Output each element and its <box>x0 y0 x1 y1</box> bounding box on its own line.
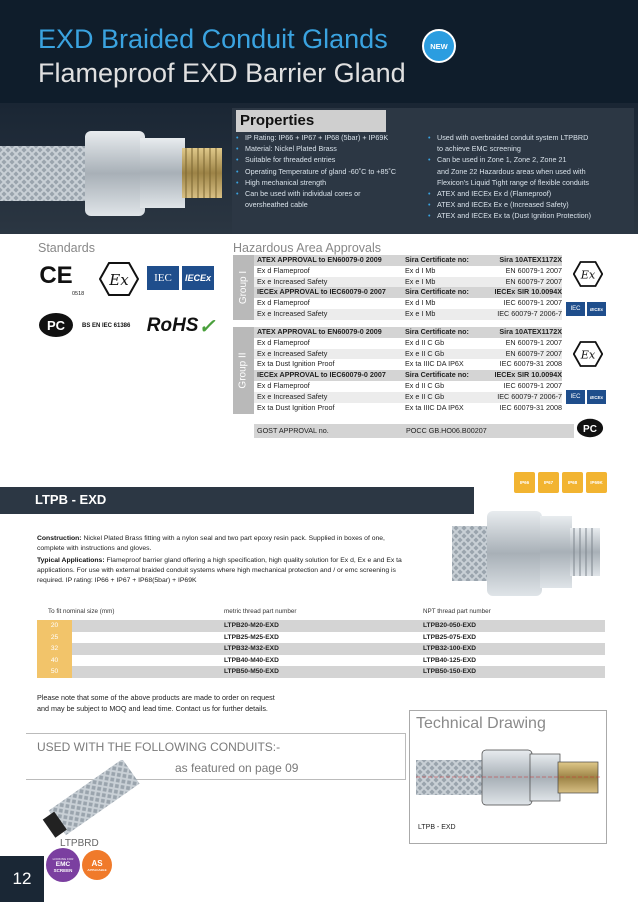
table-cell: Sira 10ATEX1172X <box>499 327 562 336</box>
table-header <box>37 608 605 620</box>
gost-approval-number: POCC GB.HO06.B00207 <box>406 426 487 435</box>
table-cell: IECEx APPROVAL to IEC60079-0 2007 <box>257 370 386 380</box>
table-cell: Ex d II C Gb <box>405 337 445 347</box>
page-title: EXD Braided Conduit Glands <box>38 24 388 54</box>
metric-part-number: LTPB20-M20-EXD <box>224 622 279 629</box>
table-row <box>37 643 605 655</box>
standards-title: Standards <box>38 241 95 255</box>
construction-label: Construction: <box>37 535 82 542</box>
conduit-image <box>40 760 140 840</box>
table-row <box>37 620 605 632</box>
npt-part-number: LTPB20-050-EXD <box>423 622 477 629</box>
note-paragraph <box>37 693 377 714</box>
new-badge: NEW <box>422 29 456 63</box>
as-applicable-badge <box>82 850 112 880</box>
applications-label: Typical Applications: <box>37 557 105 564</box>
table-cell: ATEX APPROVAL to EN60079-0 2009 <box>257 255 382 264</box>
table-row <box>254 403 562 414</box>
list-item: • High mechanical strength <box>236 177 396 188</box>
table-cell: Ex d II C Gb <box>405 380 445 390</box>
emc-screen-badge <box>46 848 80 882</box>
svg-text:PC: PC <box>46 318 66 333</box>
table-row <box>37 655 605 667</box>
metric-part-number: LTPB50-M50-EXD <box>224 668 279 675</box>
table-cell: Ex e II C Gb <box>405 348 445 358</box>
table-cell: Ex e Increased Safety <box>257 308 328 318</box>
list-item: oversheathed cable <box>245 200 308 210</box>
gost-r-icon <box>576 418 604 438</box>
list-item: to achieve EMC screening <box>437 144 521 154</box>
size-cell: 25 <box>37 632 72 644</box>
iecex-logo-small: IECEx <box>587 390 606 404</box>
table-cell: EN 60079-1 2007 <box>505 265 562 275</box>
table-cell: Sira Certificate no: <box>405 370 469 380</box>
iec-logo-small: IEC <box>566 302 585 316</box>
applications-text-line2: applications. For use with external braided conduit systems where high mechanical protection and / or emc screening is <box>37 567 396 574</box>
ip-badge: IP67 <box>538 472 559 493</box>
conduit-label: LTPBRD <box>60 838 99 849</box>
table-cell: IEC 60079-7 2006-7 <box>497 308 562 318</box>
table-body <box>37 620 605 678</box>
product-title: LTPB - EXD <box>35 492 107 507</box>
gost-approval-row <box>254 424 574 438</box>
rohs-logo <box>146 313 216 339</box>
table-row <box>254 255 562 266</box>
properties-title: Properties <box>236 110 386 132</box>
gost-label: BS EN IEC 61386 <box>82 323 131 329</box>
as-badge-text: AS <box>91 858 103 868</box>
technical-drawing-caption: LTPB - EXD <box>418 824 456 831</box>
used-with-page-ref: as featured on page 09 <box>175 761 299 775</box>
emc-badge-text2: SCREEN <box>53 868 73 873</box>
list-item: Flexicon's Liquid Tight range of flexible conduits <box>437 177 589 187</box>
table-cell: IEC 60079-1 2007 <box>503 298 562 308</box>
note-line: Please note that some of the above products are made to order on request <box>37 693 275 702</box>
table-cell: Ex ta Dust Ignition Proof <box>257 402 335 412</box>
iec-logo: IEC <box>147 266 179 290</box>
approvals-table-group2 <box>254 327 562 413</box>
group1-label <box>233 255 254 320</box>
check-icon: ✓ <box>198 315 216 338</box>
group2-text: Group II <box>238 352 250 389</box>
note-line: and may be subject to MOQ and lead time. Contact us for further details. <box>37 703 268 713</box>
table-cell: EN 60079-1 2007 <box>505 337 562 347</box>
list-item: • Suitable for threaded entries <box>236 154 396 165</box>
construction-paragraph <box>37 534 457 554</box>
iecex-logo-small: IECEx <box>587 302 606 316</box>
table-cell: Ex d Flameproof <box>257 298 310 308</box>
table-cell: IEC 60079-31 2008 <box>499 359 562 369</box>
applications-text-line3: required. IP rating: IP66 + IP67 + IP68(5bar) + IP69K <box>37 577 197 584</box>
table-row <box>254 298 562 309</box>
table-cell: Ex d Flameproof <box>257 337 310 347</box>
list-item: and Zone 22 Hazardous areas when used with <box>437 166 586 176</box>
size-cell: 50 <box>37 666 72 678</box>
page-subtitle: Flameproof EXD Barrier Gland <box>38 58 406 88</box>
metric-part-number: LTPB32-M32-EXD <box>224 645 279 652</box>
table-cell: IEC 60079-31 2008 <box>499 402 562 412</box>
table-cell: EN 60079-7 2007 <box>505 276 562 286</box>
table-cell: Sira 10ATEX1172X <box>499 255 562 264</box>
table-row <box>254 349 562 360</box>
list-item: • Can be used in Zone 1, Zone 2, Zone 21 <box>428 154 591 165</box>
table-cell: Ex e II C Gb <box>405 391 445 401</box>
gost-r-icon <box>38 312 74 338</box>
ex-hexagon-icon <box>573 261 603 287</box>
table-cell: Ex e I Mb <box>405 276 436 286</box>
table-cell: ATEX APPROVAL to EN60079-0 2009 <box>257 327 382 336</box>
ex-hexagon-icon <box>573 341 603 367</box>
table-cell: Ex e I Mb <box>405 308 436 318</box>
column-header: To fit nominal size (mm) <box>48 608 115 615</box>
metric-part-number: LTPB25-M25-EXD <box>224 633 279 641</box>
list-item: • Can be used with individual cores or <box>236 188 396 199</box>
group2-label <box>233 327 254 414</box>
approvals-table-group1 <box>254 255 562 320</box>
table-row <box>254 277 562 288</box>
table-row <box>254 327 562 338</box>
parts-table <box>37 608 605 678</box>
rohs-text: RoHS <box>146 315 199 336</box>
ip-badge: IP68 <box>562 472 583 493</box>
list-item: • Material: Nickel Plated Brass <box>236 143 396 154</box>
ex-hexagon-icon <box>99 262 139 296</box>
table-cell: Ex ta IIIC DA IP6X <box>405 359 464 369</box>
ce-number: 0518 <box>72 291 85 297</box>
table-row <box>254 287 562 298</box>
table-cell: Ex ta IIIC DA IP6X <box>405 402 464 412</box>
table-cell: Sira Certificate no: <box>405 327 469 336</box>
technical-drawing-title: Technical Drawing <box>416 715 546 732</box>
column-header: NPT thread part number <box>423 608 491 615</box>
gland-product-image <box>0 106 232 234</box>
npt-part-number: LTPB40-125-EXD <box>423 656 477 664</box>
table-cell: IEC 60079-7 2006-7 <box>497 391 562 401</box>
table-cell: Ex e Increased Safety <box>257 276 328 286</box>
table-row <box>254 359 562 370</box>
column-header: metric thread part number <box>224 608 297 615</box>
iecex-logo: IECEx <box>182 266 214 290</box>
list-item: • ATEX and IECEx Ex e (Increased Safety) <box>428 199 591 210</box>
table-row <box>254 381 562 392</box>
table-cell: Ex ta Dust Ignition Proof <box>257 359 335 369</box>
applications-paragraph <box>37 556 467 586</box>
properties-list-left <box>236 132 396 210</box>
table-row <box>254 424 574 438</box>
table-cell: Ex d I Mb <box>405 298 436 308</box>
npt-part-number: LTPB25-075-EXD <box>423 633 477 641</box>
npt-part-number: LTPB32-100-EXD <box>423 645 477 652</box>
ce-mark-icon: CE <box>39 262 73 289</box>
emc-badge-text: EMC <box>55 861 71 868</box>
applications-text: Flameproof barrier gland offering a high specification, high quality solution for Ex d, Ex e and Ex ta <box>106 557 402 564</box>
table-row <box>254 266 562 277</box>
svg-text:Ex: Ex <box>109 271 129 289</box>
product-photo <box>452 496 612 606</box>
table-row <box>254 309 562 320</box>
svg-text:Ex: Ex <box>580 348 596 362</box>
size-cell: 40 <box>37 655 72 667</box>
table-cell: Ex e Increased Safety <box>257 391 328 401</box>
size-cell: 32 <box>37 643 72 655</box>
ip-badge: IP66 <box>514 472 535 493</box>
npt-part-number: LTPB50-150-EXD <box>423 668 477 675</box>
emc-badge-top: LOOKING FOR <box>52 857 74 861</box>
table-cell: Ex e Increased Safety <box>257 348 328 358</box>
table-cell: Ex d Flameproof <box>257 380 310 390</box>
table-cell: IEC 60079-1 2007 <box>503 380 562 390</box>
table-row <box>254 392 562 403</box>
group1-text: Group I <box>238 270 250 305</box>
table-cell: EN 60079-7 2007 <box>505 348 562 358</box>
gost-approval-label: GOST APPROVAL no. <box>257 426 329 435</box>
table-row <box>37 666 605 678</box>
table-cell: Sira Certificate no: <box>405 255 469 264</box>
table-cell: IECEx SIR 10.0094X <box>494 370 562 380</box>
hazardous-title: Hazardous Area Approvals <box>233 241 382 255</box>
list-item: • IP Rating: IP66 + IP67 + IP68 (5bar) + IP69K <box>236 132 396 143</box>
list-item: • Operating Temperature of gland -60˚C to +85˚C <box>236 166 396 177</box>
table-row <box>254 338 562 349</box>
ip-badge: IP69K <box>586 472 607 493</box>
construction-text-line2: complete with instructions and gloves. <box>37 545 152 552</box>
size-cell: 20 <box>37 620 72 632</box>
table-row <box>37 632 605 644</box>
table-cell: Ex d I Mb <box>405 265 436 275</box>
table-cell: Ex d Flameproof <box>257 265 310 275</box>
metric-part-number: LTPB40-M40-EXD <box>224 656 279 664</box>
page-header <box>0 0 638 103</box>
technical-drawing-image <box>416 740 602 815</box>
list-item: • ATEX and IECEx Ex ta (Dust Ignition Protection) <box>428 210 591 221</box>
properties-list-right <box>428 132 591 222</box>
table-cell: IECEx SIR 10.0094X <box>494 287 562 297</box>
as-badge-text2: APPLICABLE <box>87 867 107 872</box>
list-item: • ATEX and IECEx Ex d (Flameproof) <box>428 188 591 199</box>
table-cell: IECEx APPROVAL to IEC60079-0 2007 <box>257 287 386 297</box>
iec-logo-small: IEC <box>566 390 585 404</box>
page-number: 12 <box>0 856 44 902</box>
table-row <box>254 370 562 381</box>
ip-rating-badges <box>514 472 607 493</box>
svg-text:PC: PC <box>583 423 597 435</box>
svg-text:Ex: Ex <box>580 268 596 282</box>
construction-text: Nickel Plated Brass fitting with a nylon seal and two part epoxy resin pack. Supplied in boxes of one, <box>83 535 385 542</box>
list-item: • Used with overbraided conduit system LTPBRD <box>428 132 591 143</box>
table-cell: Sira Certificate no: <box>405 287 469 297</box>
used-with-heading: USED WITH THE FOLLOWING CONDUITS:- <box>37 740 281 754</box>
